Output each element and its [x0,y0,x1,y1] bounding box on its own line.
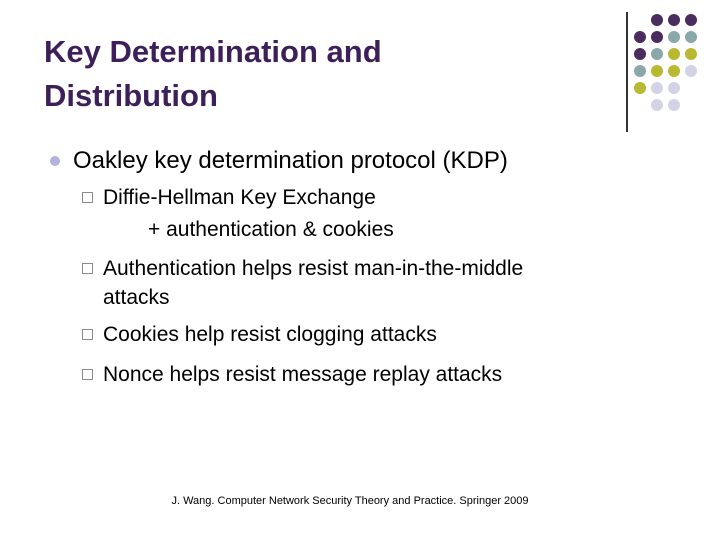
decorative-dot [651,99,663,111]
decorative-dot [634,31,646,43]
decorative-dot-grid [634,14,718,124]
checkbox-bullet-icon [82,263,93,274]
subbullet-text: Diffie-Hellman Key Exchange [103,186,376,209]
decorative-dot [634,82,646,94]
subbullet-continuation: attacks [103,286,170,309]
subbullet-text: Nonce helps resist message replay attacks [103,363,503,386]
slide-title [44,30,604,118]
vertical-divider [626,12,628,132]
decorative-dot [651,82,663,94]
decorative-dot [651,65,663,77]
subbullet-text: Authentication helps resist man-in-the-middle [103,257,524,280]
decorative-dot [668,82,680,94]
decorative-dot [668,14,680,26]
decorative-dot [651,14,663,26]
bullet-dot-icon [50,156,60,166]
decorative-dot [685,14,697,26]
checkbox-bullet-icon [82,192,93,203]
decorative-dot [668,65,680,77]
decorative-dot [668,48,680,60]
checkbox-bullet-icon [82,369,93,380]
decorative-dot [634,65,646,77]
decorative-dot [685,65,697,77]
decorative-dot [668,31,680,43]
citation-footer: J. Wang. Computer Network Security Theory and Practice. Springer 2009 [171,495,529,507]
decorative-dot [685,31,697,43]
checkbox-bullet-icon [82,329,93,340]
decorative-dot [651,48,663,60]
subbullet-text: Cookies help resist clogging attacks [103,323,437,346]
decorative-dot [685,48,697,60]
subbullet-continuation: + authentication & cookies [148,218,394,241]
title-line-2: Distribution [44,78,218,113]
decorative-dot [668,99,680,111]
bullet-text: Oakley key determination protocol (KDP) [73,147,508,174]
decorative-dot [634,48,646,60]
title-line-1: Key Determination and [44,34,382,69]
decorative-dot [651,31,663,43]
